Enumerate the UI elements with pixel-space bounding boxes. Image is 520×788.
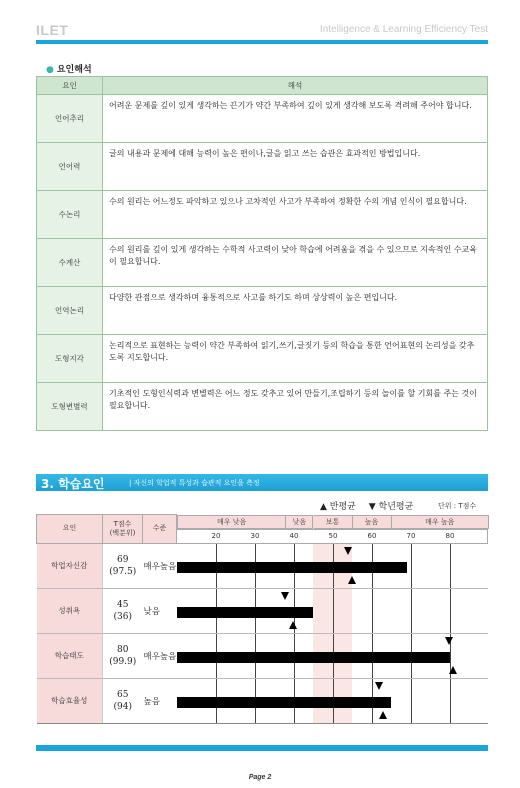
grade-avg-marker-icon: [281, 592, 289, 600]
interpretation-text: 수의 원리를 깊이 있게 생각하는 수학적 사고력이 낮아 학습에 어려움을 겪을 수 있으므로 지속적인 수교육이 필요합니다.: [103, 239, 488, 287]
scale-header: [177, 529, 488, 543]
score-bar: [177, 697, 392, 708]
score-cell: [103, 588, 143, 633]
plot-cell: [177, 543, 488, 588]
col-factor: 요인: [37, 77, 103, 95]
level-value: 매우높음: [143, 633, 177, 678]
percentile-value: (97.5): [109, 566, 137, 577]
tick-label: 80: [445, 531, 455, 540]
class-avg-marker-icon: [289, 621, 297, 629]
col-percentile-label: (백분위): [109, 528, 136, 537]
learning-factor: 성취욕: [37, 588, 103, 633]
tick-label: 30: [250, 531, 260, 540]
bottom-divider: [36, 745, 488, 751]
tick-label: 20: [211, 531, 221, 540]
top-divider: [36, 40, 488, 44]
level-band-label: 높음: [353, 515, 392, 529]
score-bar: [177, 607, 314, 618]
bullet-icon: ●: [46, 65, 54, 75]
interpretation-row: [37, 383, 488, 431]
score-bar: [177, 652, 450, 663]
learning-row: [37, 678, 488, 723]
interpretation-factor: 언어추리: [37, 95, 103, 143]
grid-line: [333, 589, 334, 633]
learning-section-desc: | 자신의 학업적 특성과 습관적 요인을 측정: [129, 479, 260, 487]
learning-section-header: [36, 474, 488, 491]
tscore-value: 69: [117, 554, 129, 565]
legend-class-avg: ▲ 반평균: [320, 502, 356, 512]
interpretation-text: 글의 내용과 문제에 대해 능력이 높은 편이나,글을 읽고 쓰는 습관은 효과적인 방법입니다.: [103, 143, 488, 191]
score-cell: [103, 678, 143, 723]
level-value: 매우높음: [143, 543, 177, 588]
interpretation-text: 다양한 관점으로 생각하며 융통적으로 사고를 하기도 하며 상상력이 높은 편입니다.: [103, 287, 488, 335]
interpretation-section-title: [46, 62, 92, 75]
tick-label: 50: [328, 531, 338, 540]
interpretation-row: [37, 95, 488, 143]
tscore-value: 80: [117, 644, 129, 655]
score-cell: [103, 633, 143, 678]
chart-legend: [320, 499, 423, 512]
tick-label: 60: [367, 531, 377, 540]
unit-label: 단위 : T점수: [438, 502, 477, 510]
level-band-label: 보통: [314, 515, 353, 529]
grid-line: [450, 589, 451, 633]
interpretation-text: 논리적으로 표현하는 능력이 약간 부족하여 읽기,쓰기,글짓기 등의 학습을 통한 언어표현의 논리성을 갖추도록 지도합니다.: [103, 335, 488, 383]
percentile-value: (99.9): [109, 656, 137, 667]
percentile-value: (36): [113, 611, 132, 622]
grid-line: [450, 679, 451, 723]
plot-cell: [177, 588, 488, 633]
level-value: 높음: [143, 678, 177, 723]
learning-row: [37, 543, 488, 588]
header-subtitle: Intelligence & Learning Efficiency Test: [319, 24, 488, 35]
interpretation-title-text: 요인해석: [56, 65, 92, 75]
grade-avg-marker-icon: [344, 547, 352, 555]
interpretation-factor: 언어력: [37, 143, 103, 191]
learning-chart-table: [36, 514, 488, 724]
grade-avg-marker-icon: [445, 637, 453, 645]
class-avg-marker-icon: [449, 666, 457, 674]
level-band-label: 낮음: [286, 515, 313, 529]
grid-line: [411, 589, 412, 633]
interpretation-text: 수의 원리는 어느정도 파악하고 있으나 고차적인 사고가 부족하여 정확한 수의 개념 인식이 필요합니다.: [103, 191, 488, 239]
learning-factor: 학업자신감: [37, 543, 103, 588]
tscore-value: 45: [117, 599, 129, 610]
tscore-value: 65: [117, 689, 129, 700]
level-value: 낮음: [143, 588, 177, 633]
score-bar: [177, 562, 407, 573]
interpretation-text: 기초적인 도형인식력과 변별력은 어느 정도 갖추고 있어 만들기,조립하기 등의 놀이를 할 기회를 주는 것이 필요합니다.: [103, 383, 488, 431]
grade-avg-marker-icon: [375, 682, 383, 690]
level-band-header: [177, 515, 488, 530]
interpretation-row: [37, 335, 488, 383]
learning-section-title: 3. 학습요인: [41, 477, 105, 491]
col-factor: 요인: [37, 515, 103, 544]
interpretation-text: 어려운 문제를 깊이 있게 생각하는 끈기가 약간 부족하여 깊이 있게 생각해 보도록 격려해 주어야 합니다.: [103, 95, 488, 143]
interpretation-factor: 도형변별력: [37, 383, 103, 431]
tick-label: 70: [406, 531, 416, 540]
plot-cell: [177, 678, 488, 723]
interpretation-row: [37, 191, 488, 239]
grid-line: [411, 544, 412, 588]
class-avg-marker-icon: [348, 576, 356, 584]
level-band-label: 매우 낮음: [177, 515, 286, 529]
interpretation-factor: 수논리: [37, 191, 103, 239]
learning-factor: 학습효율성: [37, 678, 103, 723]
class-avg-marker-icon: [379, 711, 387, 719]
interpretation-row: [37, 239, 488, 287]
legend-grade-avg: ▼ 학년평균: [368, 502, 414, 512]
grid-line: [372, 589, 373, 633]
grid-line: [411, 679, 412, 723]
tick-label: 40: [289, 531, 299, 540]
score-cell: [103, 543, 143, 588]
interpretation-row: [37, 143, 488, 191]
grid-line: [450, 544, 451, 588]
learning-row: [37, 588, 488, 633]
col-tscore: [103, 515, 143, 544]
col-tscore-label: T점수: [113, 519, 132, 528]
page-header: [36, 22, 488, 40]
interpretation-row: [37, 287, 488, 335]
interpretation-factor: 도형지각: [37, 335, 103, 383]
level-band-label: 매우 높음: [392, 515, 490, 529]
ilet-logo: ILET: [36, 22, 69, 38]
interpretation-factor: 언역논리: [37, 287, 103, 335]
percentile-value: (94): [113, 701, 132, 712]
learning-factor: 학습태도: [37, 633, 103, 678]
page-number: Page 2: [248, 774, 272, 781]
learning-row: [37, 633, 488, 678]
col-interpretation: 해석: [103, 77, 488, 95]
interpretation-table: [36, 76, 488, 431]
interpretation-factor: 수계산: [37, 239, 103, 287]
plot-cell: [177, 633, 488, 678]
col-level: 수준: [143, 515, 177, 544]
